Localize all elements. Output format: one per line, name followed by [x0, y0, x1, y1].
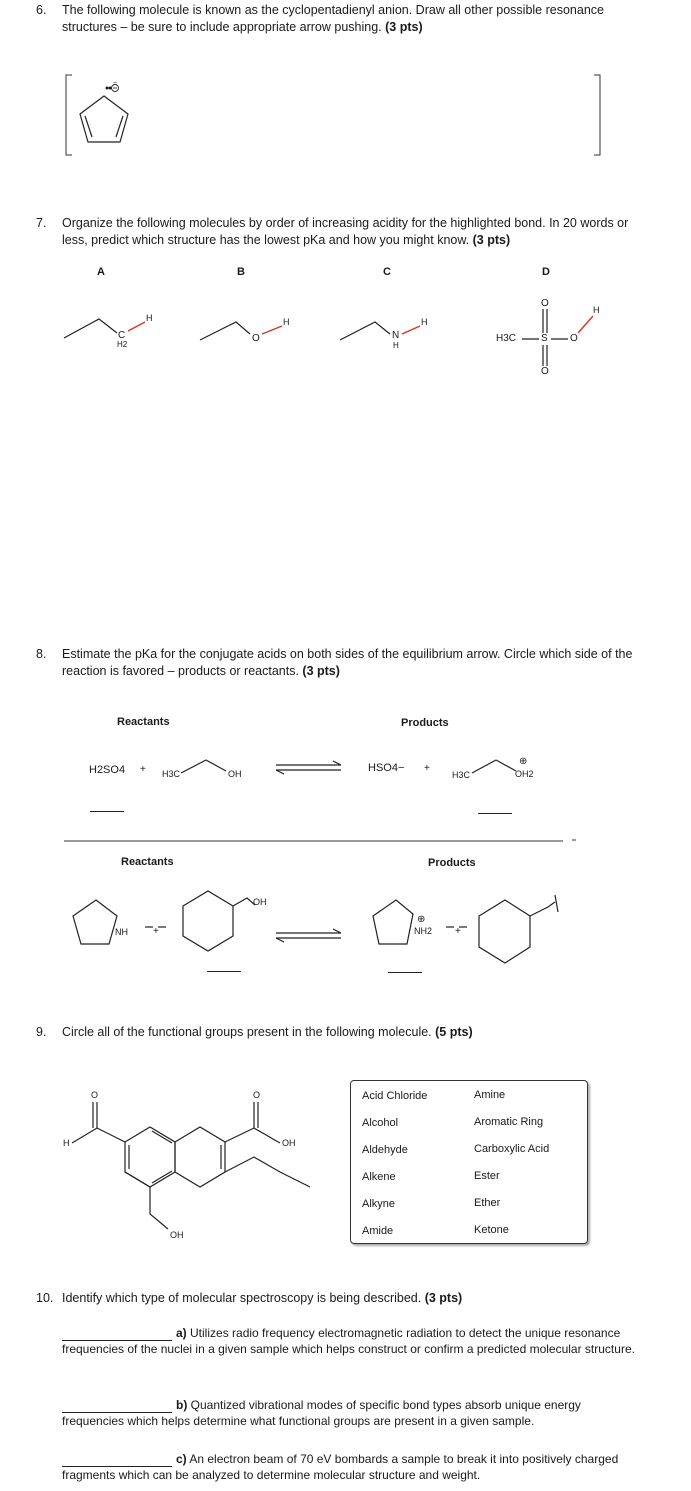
fg-carboxylic-acid[interactable]: Carboxylic Acid [474, 1143, 550, 1155]
hso4: HSO4− [368, 762, 405, 774]
nh2-label: NH2 [414, 926, 433, 936]
question-10 [36, 1290, 636, 1307]
atom-oh: OH [170, 1230, 184, 1240]
atom-o: O [91, 1090, 99, 1100]
answer-blank-c[interactable] [62, 1454, 172, 1467]
atom-h: H [593, 305, 600, 315]
spectroscopy-a [62, 1325, 642, 1357]
pka-blank-reactant-2[interactable] [207, 971, 241, 972]
atom-h2: H2 [117, 340, 128, 349]
atom-c: C [118, 330, 126, 341]
atom-o: O [541, 366, 549, 377]
atom-n: N [392, 330, 400, 341]
h3c-label: H3C [162, 769, 181, 779]
oh-label: OH [228, 769, 242, 779]
atom-h: H [146, 313, 153, 323]
atom-h: H [421, 317, 428, 327]
atom-o: O [252, 333, 260, 344]
fg-ether[interactable]: Ether [474, 1197, 501, 1209]
plus-sign: + [153, 926, 159, 937]
products-label: Products [428, 857, 476, 869]
left-bracket [66, 75, 72, 155]
fg-alkene[interactable]: Alkene [362, 1171, 396, 1183]
fg-aromatic-ring[interactable]: Aromatic Ring [474, 1116, 544, 1128]
label-a: A [97, 266, 105, 278]
spectroscopy-c [62, 1451, 642, 1483]
question-number: 7. [36, 216, 47, 230]
question-number: 6. [36, 3, 47, 17]
atom-s: S [541, 333, 548, 344]
atom-oh: OH [282, 1138, 296, 1148]
cyclopentadienyl-anion [80, 85, 128, 143]
question-9 [36, 1024, 636, 1041]
part-label: a) [176, 1326, 187, 1340]
products-label: Products [401, 717, 449, 729]
molecule-b [200, 322, 282, 340]
plus-charge: ⊕ [417, 914, 426, 925]
fg-alkyne[interactable]: Alkyne [362, 1198, 396, 1210]
h2so4: H2SO4 [89, 764, 126, 776]
reactants-label: Reactants [117, 716, 170, 728]
right-bracket [594, 75, 600, 155]
pka-blank-product-1[interactable] [478, 813, 512, 814]
fg-alcohol[interactable]: Alcohol [362, 1117, 399, 1129]
points: (3 pts) [302, 664, 340, 678]
question-number: 10. [36, 1291, 54, 1305]
atom-h: H [63, 1138, 70, 1148]
molecule-d [522, 309, 593, 366]
plus-sign: + [140, 764, 146, 775]
question-text: Estimate the pKa for the conjugate acids on both sides of the equilibrium arrow. Circle which side of the reaction is favored – products or reactants. (3 pts) [62, 647, 633, 678]
question-text: Circle all of the functional groups present in the following molecule. (5 pts) [62, 1025, 473, 1039]
answer-blank-a[interactable] [62, 1328, 172, 1341]
part-text: Quantized vibrational modes of specific bond types absorb unique energy frequencies which helps determine what functional groups are present in a given sample. [62, 1398, 581, 1428]
plus-charge: ⊕ [519, 756, 528, 767]
plus-sign: + [455, 926, 461, 937]
fg-amide[interactable]: Amide [362, 1225, 394, 1237]
pka-blank-reactant-1[interactable] [90, 811, 124, 812]
label-c: C [383, 266, 391, 278]
molecule-a [64, 319, 145, 338]
nh-label: NH [115, 927, 128, 937]
h3c-label: H3C [452, 770, 471, 780]
question-text: The following molecule is known as the cyclopentadienyl anion. Draw all other possible resonance structures – be sure to include appropriate arrow pushing. (3 pts) [62, 3, 604, 34]
question-8 [36, 646, 636, 680]
part-text: Utilizes radio frequency electromagnetic radiation to detect the unique resonance frequencies of the nuclei in a given sample which helps construct or confirm a predicted molecular structure. [62, 1326, 635, 1356]
answer-blank-b[interactable] [62, 1400, 172, 1413]
question-7 [36, 215, 636, 249]
question-text: Organize the following molecules by order of increasing acidity for the highlighted bond. In 20 words or less, predict which structure has the lowest pKa and how you might know. (3 pts) [62, 216, 629, 247]
atom-h: H [283, 317, 290, 327]
fg-ester[interactable]: Ester [474, 1170, 500, 1182]
part-text: An electron beam of 70 eV bombards a sample to break it into positively charged fragments which can be analyzed to determine molecular structure and weight. [62, 1452, 619, 1482]
atom-o: O [253, 1090, 261, 1100]
oh-label: OH [253, 897, 267, 907]
points: (3 pts) [385, 20, 423, 34]
question-number: 8. [36, 647, 47, 661]
fg-ketone[interactable]: Ketone [474, 1224, 509, 1236]
question-number: 9. [36, 1025, 47, 1039]
atom-o: O [570, 333, 578, 344]
part-label: b) [176, 1398, 188, 1412]
question-text: Identify which type of molecular spectroscopy is being described. (3 pts) [62, 1291, 463, 1305]
reactants-label: Reactants [121, 856, 174, 868]
atom-o: O [541, 298, 549, 309]
pka-blank-product-2[interactable] [388, 972, 422, 973]
points: (5 pts) [435, 1025, 473, 1039]
fg-aldehyde[interactable]: Aldehyde [362, 1144, 408, 1156]
resonance-bracket [66, 75, 600, 155]
plus-sign: + [424, 763, 430, 774]
oh2-label: OH2 [515, 769, 534, 779]
atom-h: H [393, 341, 399, 350]
functional-group-box [350, 1080, 588, 1244]
fg-acid-chloride[interactable]: Acid Chloride [362, 1090, 428, 1102]
spectroscopy-b [62, 1397, 642, 1429]
points: (3 pts) [472, 233, 511, 247]
label-d: D [542, 266, 550, 278]
functional-group-molecule [72, 1102, 310, 1229]
reaction-2 [73, 891, 558, 963]
molecule-c [340, 322, 420, 340]
points: (3 pts) [424, 1291, 463, 1305]
atom-h3c: H3C [496, 333, 517, 344]
fg-amine[interactable]: Amine [474, 1089, 506, 1101]
part-label: c) [176, 1452, 187, 1466]
anion-charge: − [113, 80, 118, 87]
label-b: B [237, 266, 245, 278]
